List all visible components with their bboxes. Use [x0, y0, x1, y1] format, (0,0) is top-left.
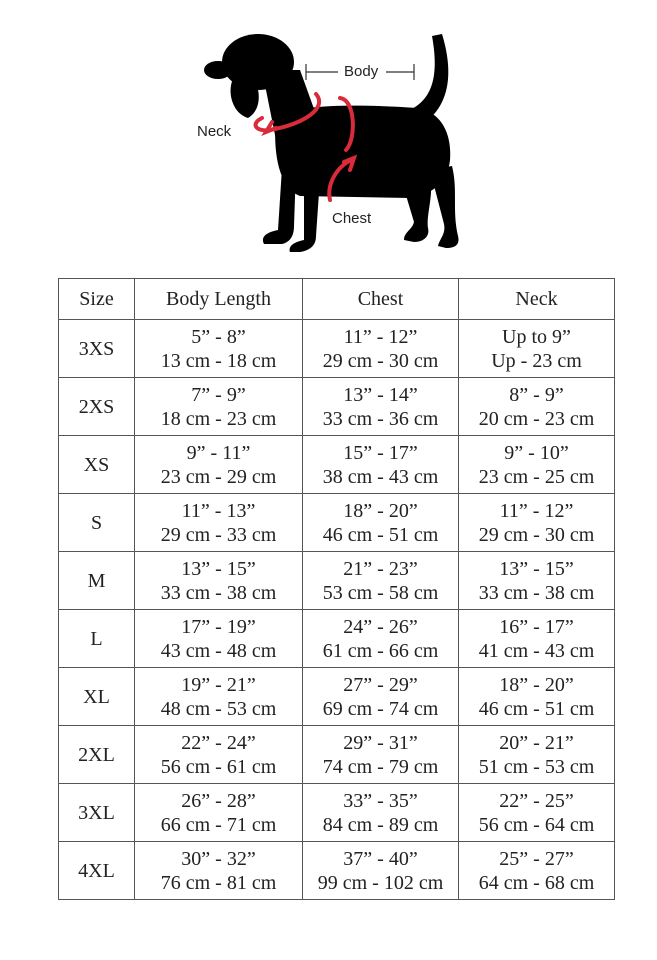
body-inches: 9” - 11” — [186, 441, 251, 464]
body-cm: 56 cm - 61 cm — [160, 755, 277, 778]
table-row — [59, 784, 615, 842]
body-cm: 33 cm - 38 cm — [160, 581, 277, 604]
chest-inches: 13” - 14” — [343, 383, 418, 406]
chest-label: Chest — [332, 210, 372, 227]
chest-cell — [303, 610, 459, 668]
neck-inches: 11” - 12” — [499, 499, 574, 522]
chest-inches: 18” - 20” — [343, 499, 418, 522]
table-row — [59, 668, 615, 726]
neck-cell — [459, 552, 615, 610]
neck-inches: 22” - 25” — [499, 789, 574, 812]
chest-cell — [303, 726, 459, 784]
size-cell: XS — [59, 436, 135, 494]
table-row — [59, 552, 615, 610]
chest-inches: 21” - 23” — [343, 557, 418, 580]
chest-cm: 61 cm - 66 cm — [322, 639, 439, 662]
chest-cell — [303, 552, 459, 610]
neck-cell — [459, 378, 615, 436]
body-cell — [135, 842, 303, 900]
neck-inches: 20” - 21” — [499, 731, 574, 754]
size-cell: S — [59, 494, 135, 552]
neck-label: Neck — [197, 123, 232, 140]
neck-inches: 13” - 15” — [499, 557, 574, 580]
neck-cell — [459, 494, 615, 552]
chest-cm: 99 cm - 102 cm — [317, 871, 444, 894]
chest-inches: 27” - 29” — [343, 673, 418, 696]
body-inches: 13” - 15” — [181, 557, 256, 580]
chest-cm: 29 cm - 30 cm — [322, 349, 439, 372]
neck-cm: 51 cm - 53 cm — [478, 755, 595, 778]
chest-inches: 33” - 35” — [343, 789, 418, 812]
neck-cm: 29 cm - 30 cm — [478, 523, 595, 546]
chest-cell — [303, 436, 459, 494]
body-inches: 11” - 13” — [181, 499, 256, 522]
size-chart-table — [58, 278, 615, 900]
body-cm: 43 cm - 48 cm — [160, 639, 277, 662]
neck-cell — [459, 320, 615, 378]
neck-cm: Up - 23 cm — [491, 349, 582, 372]
size-cell: M — [59, 552, 135, 610]
body-cell — [135, 320, 303, 378]
size-cell: 3XS — [59, 320, 135, 378]
chest-inches: 15” - 17” — [343, 441, 418, 464]
chest-cell — [303, 494, 459, 552]
chest-inches: 29” - 31” — [343, 731, 418, 754]
body-inches: 26” - 28” — [181, 789, 256, 812]
neck-inches: 16” - 17” — [499, 615, 574, 638]
neck-cell — [459, 726, 615, 784]
neck-cell — [459, 610, 615, 668]
body-cm: 48 cm - 53 cm — [160, 697, 277, 720]
body-cell — [135, 668, 303, 726]
chest-cm: 53 cm - 58 cm — [322, 581, 439, 604]
chest-cell — [303, 320, 459, 378]
chest-cell — [303, 784, 459, 842]
table-row — [59, 842, 615, 900]
chest-cell — [303, 378, 459, 436]
body-cm: 76 cm - 81 cm — [160, 871, 277, 894]
body-cm: 23 cm - 29 cm — [160, 465, 277, 488]
body-inches: 19” - 21” — [181, 673, 256, 696]
neck-inches: 25” - 27” — [499, 847, 574, 870]
neck-cm: 56 cm - 64 cm — [478, 813, 595, 836]
size-cell: L — [59, 610, 135, 668]
header-size: Size — [59, 279, 135, 320]
dog-silhouette-icon — [0, 0, 657, 270]
neck-inches: 8” - 9” — [509, 383, 564, 406]
neck-cm: 46 cm - 51 cm — [478, 697, 595, 720]
body-cm: 29 cm - 33 cm — [160, 523, 277, 546]
chest-cm: 38 cm - 43 cm — [322, 465, 439, 488]
chest-cm: 46 cm - 51 cm — [322, 523, 439, 546]
table-row — [59, 494, 615, 552]
dog-measurement-diagram — [0, 0, 657, 270]
table-row — [59, 378, 615, 436]
body-cell — [135, 784, 303, 842]
neck-cm: 23 cm - 25 cm — [478, 465, 595, 488]
table-row — [59, 726, 615, 784]
neck-inches: 18” - 20” — [499, 673, 574, 696]
neck-cell — [459, 784, 615, 842]
neck-cm: 20 cm - 23 cm — [478, 407, 595, 430]
table-row — [59, 320, 615, 378]
body-cm: 18 cm - 23 cm — [160, 407, 277, 430]
neck-cell — [459, 436, 615, 494]
body-inches: 7” - 9” — [191, 383, 246, 406]
body-cell — [135, 552, 303, 610]
neck-cell — [459, 842, 615, 900]
body-label: Body — [344, 63, 379, 80]
neck-cm: 64 cm - 68 cm — [478, 871, 595, 894]
neck-inches: Up to 9” — [502, 325, 571, 348]
size-cell: 4XL — [59, 842, 135, 900]
table-row — [59, 436, 615, 494]
body-cell — [135, 610, 303, 668]
chest-cm: 33 cm - 36 cm — [322, 407, 439, 430]
body-cm: 66 cm - 71 cm — [160, 813, 277, 836]
chest-cell — [303, 842, 459, 900]
chest-cm: 74 cm - 79 cm — [322, 755, 439, 778]
neck-cm: 33 cm - 38 cm — [478, 581, 595, 604]
size-cell: 2XS — [59, 378, 135, 436]
header-neck: Neck — [459, 279, 615, 320]
chest-cell — [303, 668, 459, 726]
table-row — [59, 610, 615, 668]
body-cell — [135, 436, 303, 494]
size-cell: 3XL — [59, 784, 135, 842]
body-cell — [135, 494, 303, 552]
body-inches: 17” - 19” — [181, 615, 256, 638]
neck-inches: 9” - 10” — [504, 441, 569, 464]
body-cell — [135, 378, 303, 436]
header-body-length: Body Length — [135, 279, 303, 320]
neck-cell — [459, 668, 615, 726]
body-inches: 22” - 24” — [181, 731, 256, 754]
neck-cm: 41 cm - 43 cm — [478, 639, 595, 662]
size-cell: XL — [59, 668, 135, 726]
body-cell — [135, 726, 303, 784]
chest-inches: 24” - 26” — [343, 615, 418, 638]
header-chest: Chest — [303, 279, 459, 320]
table-header-row — [59, 279, 615, 320]
chest-inches: 37” - 40” — [343, 847, 418, 870]
chest-inches: 11” - 12” — [343, 325, 418, 348]
chest-cm: 69 cm - 74 cm — [322, 697, 439, 720]
body-inches: 30” - 32” — [181, 847, 256, 870]
body-cm: 13 cm - 18 cm — [160, 349, 277, 372]
size-cell: 2XL — [59, 726, 135, 784]
chest-cm: 84 cm - 89 cm — [322, 813, 439, 836]
body-inches: 5” - 8” — [191, 325, 246, 348]
